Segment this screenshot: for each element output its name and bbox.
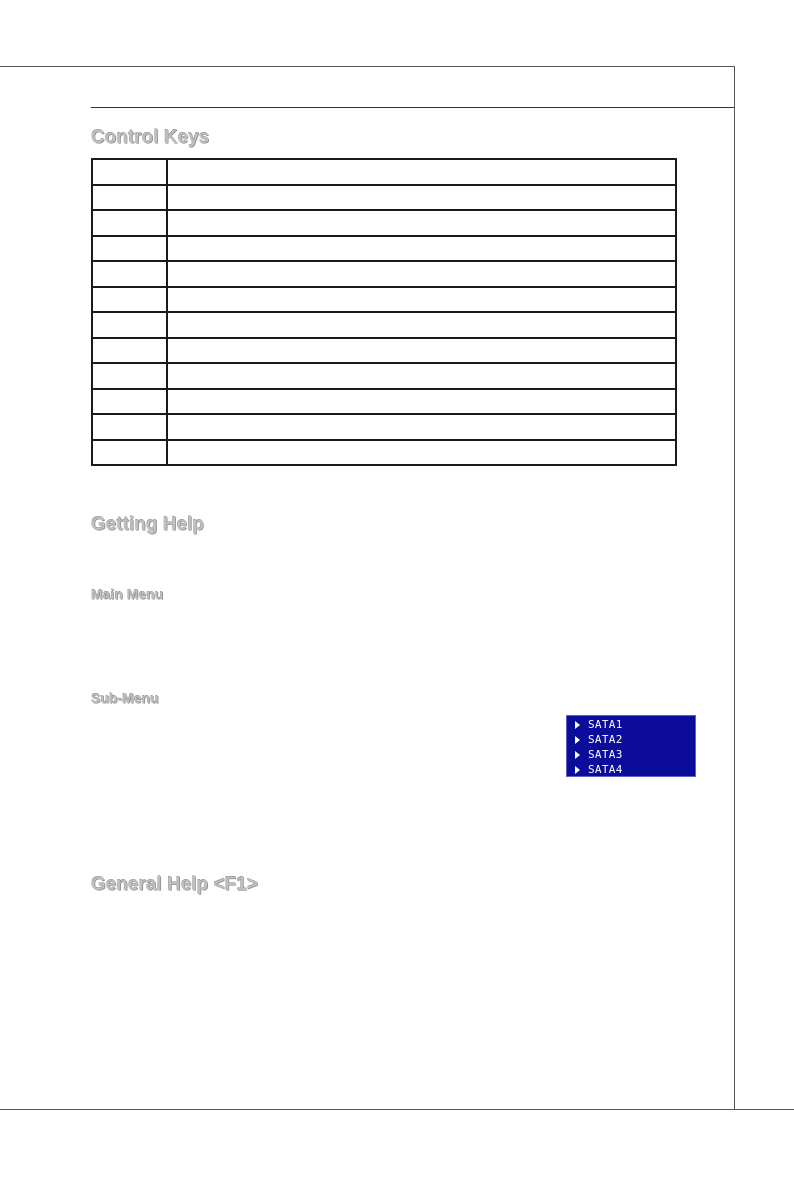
triangle-right-icon [575,721,580,729]
description-cell [167,414,676,440]
table-row [92,440,676,466]
table-row [92,363,676,389]
submenu-item-label: SATA4 [588,763,623,776]
key-cell [92,414,167,440]
description-cell [167,159,676,185]
main-menu-heading: Main Menu [91,586,164,602]
key-cell [92,389,167,415]
submenu-example-panel [566,715,696,777]
triangle-right-icon [575,766,580,774]
table-row [92,236,676,262]
description-cell [167,236,676,262]
sub-menu-heading: Sub-Menu [91,690,159,706]
page-frame-top-border [0,66,734,67]
submenu-item-label: SATA2 [588,733,623,746]
triangle-right-icon [575,736,580,744]
submenu-item-sata3[interactable] [575,747,695,762]
key-cell [92,185,167,211]
key-cell [92,210,167,236]
description-cell [167,312,676,338]
triangle-right-icon [575,751,580,759]
key-cell [92,159,167,185]
description-cell [167,210,676,236]
table-row [92,338,676,364]
description-cell [167,440,676,466]
page-frame-right-border [734,66,735,1109]
header-rule [91,107,734,108]
table-row [92,261,676,287]
description-cell [167,287,676,313]
key-cell [92,312,167,338]
description-cell [167,338,676,364]
key-cell [92,338,167,364]
submenu-item-sata4[interactable] [575,762,695,777]
submenu-item-sata2[interactable] [575,732,695,747]
table-row [92,159,676,185]
table-row [92,389,676,415]
getting-help-heading: Getting Help [91,514,204,535]
key-cell [92,261,167,287]
submenu-item-label: SATA3 [588,748,623,761]
description-cell [167,363,676,389]
description-cell [167,185,676,211]
control-keys-heading: Control Keys [91,127,210,148]
submenu-item-sata1[interactable] [575,717,695,732]
table-row [92,210,676,236]
general-help-heading: General Help <F1> [91,874,258,895]
table-row [92,185,676,211]
table-row [92,414,676,440]
page-frame-bottom-border [0,1109,794,1110]
key-cell [92,236,167,262]
key-cell [92,363,167,389]
table-row [92,312,676,338]
key-cell [92,287,167,313]
control-keys-table [91,158,677,466]
description-cell [167,389,676,415]
table-row [92,287,676,313]
key-cell [92,440,167,466]
description-cell [167,261,676,287]
submenu-item-label: SATA1 [588,718,623,731]
